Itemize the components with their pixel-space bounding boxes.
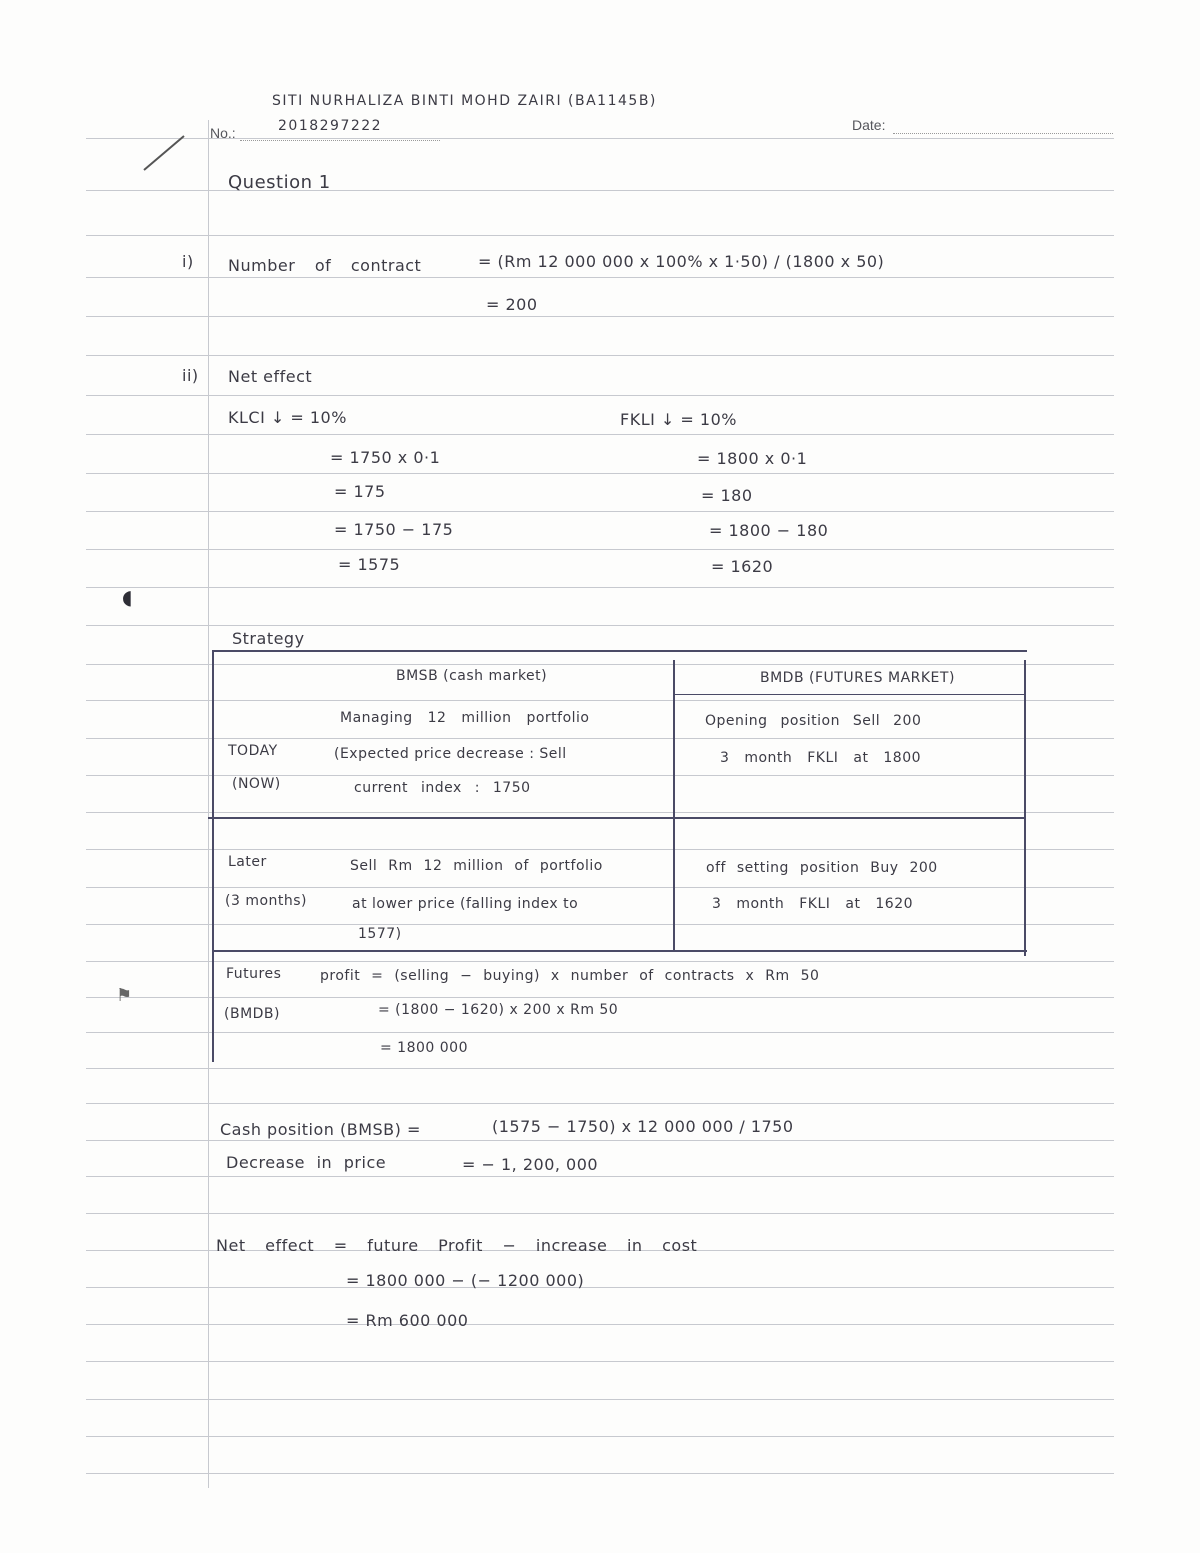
futures-label: Futures xyxy=(226,966,282,982)
ruled-line xyxy=(86,1473,1114,1474)
ruled-line xyxy=(86,1324,1114,1325)
table-left-border xyxy=(212,650,214,1062)
later-futures-line-1: off setting position Buy 200 xyxy=(706,860,938,876)
ruled-line xyxy=(86,738,1114,739)
fkli-step-2: = 180 xyxy=(701,486,753,505)
col-cash-header: BMSB (cash market) xyxy=(396,668,548,684)
later-sublabel: (3 months) xyxy=(225,893,308,909)
net-effect-step-1: = 1800 000 − (− 1200 000) xyxy=(346,1271,585,1290)
later-cash-line-3: 1577) xyxy=(358,926,402,942)
ruled-line xyxy=(86,924,1114,925)
ruled-line xyxy=(86,395,1114,396)
margin-line xyxy=(208,120,209,1488)
col-futures-header: BMDB (FUTURES MARKET) xyxy=(760,670,955,686)
ruled-line xyxy=(86,355,1114,356)
ruled-line xyxy=(86,1399,1114,1400)
ruled-line xyxy=(86,473,1114,474)
table-row-divider xyxy=(208,817,1026,819)
klci-head: KLCI ↓ = 10% xyxy=(228,408,347,427)
klci-step-4: = 1575 xyxy=(338,555,401,574)
part-i-formula: = (Rm 12 000 000 x 100% x 1·50) / (1800 x 50) xyxy=(478,252,885,271)
strategy-title: Strategy xyxy=(232,629,305,648)
ruled-line xyxy=(86,1287,1114,1288)
ruled-line xyxy=(86,235,1114,236)
ruled-line xyxy=(86,1361,1114,1362)
ruled-line xyxy=(86,138,1114,139)
ruled-line xyxy=(86,849,1114,850)
today-cash-line-1: Managing 12 million portfolio xyxy=(340,710,590,726)
today-cash-line-3: current index : 1750 xyxy=(354,780,531,796)
ruled-line xyxy=(86,961,1114,962)
table-right-border xyxy=(1024,660,1026,956)
table-bottom-border xyxy=(212,950,1027,952)
ruled-line xyxy=(86,1140,1114,1141)
today-futures-line-1: Opening position Sell 200 xyxy=(705,713,922,729)
part-ii-number: ii) xyxy=(182,366,199,385)
futures-result: = 1800 000 xyxy=(380,1040,468,1056)
table-top-border xyxy=(212,650,1027,652)
ruled-line xyxy=(86,1213,1114,1214)
student-id: 2018297222 xyxy=(278,118,383,134)
net-effect-label: Net effect = future Profit − increase in cost xyxy=(216,1236,698,1255)
ruled-line xyxy=(86,700,1114,701)
no-label: No.: xyxy=(210,125,236,141)
today-label: TODAY xyxy=(228,743,278,759)
ruled-line xyxy=(86,549,1114,550)
klci-step-3: = 1750 − 175 xyxy=(334,520,454,539)
ruled-line xyxy=(86,887,1114,888)
table-column-divider xyxy=(673,660,675,950)
student-name: SITI NURHALIZA BINTI MOHD ZAIRI (BA1145B) xyxy=(272,93,657,109)
ruled-line xyxy=(86,664,1114,665)
today-futures-line-2: 3 month FKLI at 1800 xyxy=(720,750,922,766)
table-header-divider xyxy=(675,694,1025,695)
ruled-line xyxy=(86,1176,1114,1177)
ruled-line xyxy=(86,587,1114,588)
part-i-result: = 200 xyxy=(486,295,538,314)
cash-position-label: Cash position (BMSB) = xyxy=(220,1120,421,1139)
decrease-value: = − 1, 200, 000 xyxy=(462,1155,599,1174)
decrease-label: Decrease in price xyxy=(226,1153,387,1172)
fkli-step-4: = 1620 xyxy=(711,557,774,576)
klci-step-2: = 175 xyxy=(334,482,386,501)
ruled-line xyxy=(86,1103,1114,1104)
pen-dot-icon: ◖ xyxy=(122,585,133,609)
ruled-line xyxy=(86,812,1114,813)
ruled-line xyxy=(86,511,1114,512)
ruled-line xyxy=(86,1068,1114,1069)
ruled-line xyxy=(86,1436,1114,1437)
later-cash-line-1: Sell Rm 12 million of portfolio xyxy=(350,858,603,874)
today-cash-line-2: (Expected price decrease : Sell xyxy=(334,746,567,762)
ruled-line xyxy=(86,277,1114,278)
flag-doodle-icon: ⚑ xyxy=(116,985,133,1006)
ruled-line xyxy=(86,1032,1114,1033)
tick-mark-icon xyxy=(140,130,190,175)
cash-position-formula: (1575 − 1750) x 12 000 000 / 1750 xyxy=(492,1117,794,1136)
part-ii-label: Net effect xyxy=(228,367,313,386)
later-cash-line-2: at lower price (falling index to xyxy=(352,896,579,912)
date-label: Date: xyxy=(852,117,886,133)
ruled-line xyxy=(86,316,1114,317)
part-i-number: i) xyxy=(182,252,194,271)
part-i-label: Number of contract xyxy=(228,256,422,275)
klci-step-1: = 1750 x 0·1 xyxy=(330,448,441,467)
fkli-step-3: = 1800 − 180 xyxy=(709,521,829,540)
later-futures-line-2: 3 month FKLI at 1620 xyxy=(712,896,914,912)
net-effect-step-2: = Rm 600 000 xyxy=(346,1311,469,1330)
ruled-line xyxy=(86,625,1114,626)
ruled-line xyxy=(86,434,1114,435)
later-label: Later xyxy=(228,854,267,870)
futures-sublabel: (BMDB) xyxy=(224,1006,280,1022)
fkli-step-1: = 1800 x 0·1 xyxy=(697,449,808,468)
fkli-head: FKLI ↓ = 10% xyxy=(620,410,737,429)
today-sublabel: (NOW) xyxy=(232,776,281,792)
futures-formula: profit = (selling − buying) x number of contracts x Rm 50 xyxy=(320,968,820,984)
no-field-line xyxy=(240,140,440,141)
date-field-line xyxy=(893,133,1113,134)
ruled-line xyxy=(86,997,1114,998)
question-title: Question 1 xyxy=(228,172,331,193)
futures-calculation: = (1800 − 1620) x 200 x Rm 50 xyxy=(378,1002,619,1018)
